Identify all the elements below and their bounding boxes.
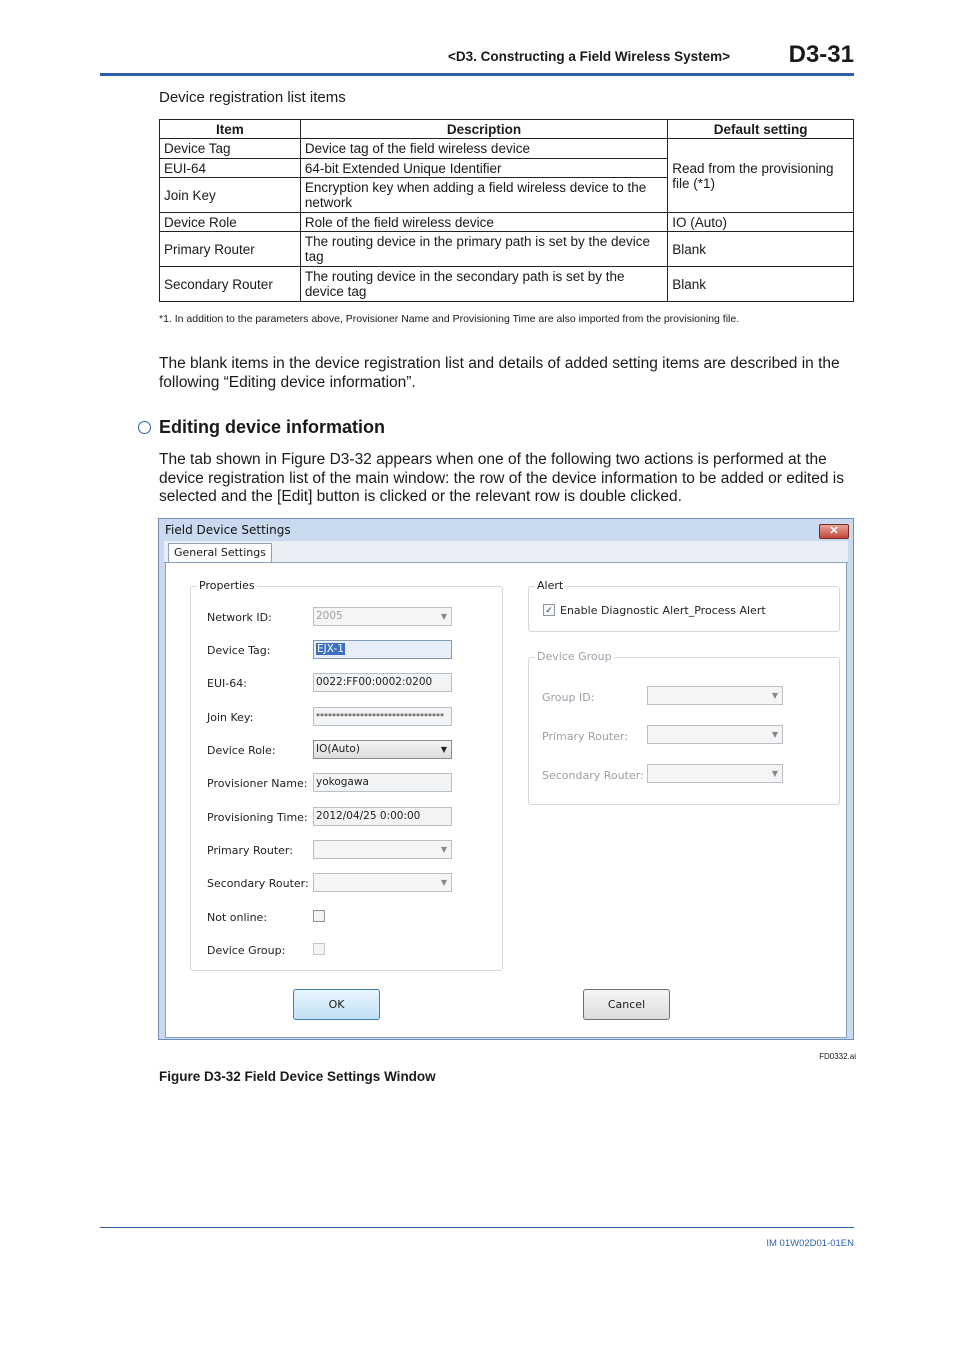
tab-content [165,562,847,1038]
cell-item: Secondary Router [160,267,301,302]
primary-router-label: Primary Router: [207,844,293,857]
cell-default-merged: Read from the provisioning file (*1) [668,139,854,213]
enable-alert-label: Enable Diagnostic Alert_Process Alert [560,604,766,617]
figure-caption: Figure D3-32 Field Device Settings Window [159,1069,436,1084]
table-row [160,267,854,302]
device-group-legend: Device Group [537,650,612,663]
device-group-checkbox[interactable] [313,943,325,955]
figure-code: FD0332.ai [819,1052,856,1061]
chevron-down-icon: ▼ [440,745,447,754]
page-number: D3-31 [788,41,854,68]
dg-primary-router-combo[interactable] [647,725,783,744]
col-header-item: Item [160,120,301,139]
network-id-label: Network ID: [207,611,272,624]
primary-router-combo[interactable] [313,840,452,859]
field-device-settings-window [158,518,854,1040]
join-key-label: Join Key: [207,711,254,724]
chevron-down-icon: ▼ [771,691,778,700]
network-id-combo[interactable] [313,607,452,626]
chevron-down-icon: ▼ [771,769,778,778]
table-row [160,213,854,232]
col-header-default: Default setting [668,120,854,139]
device-tag-value: EJX-1 [317,643,344,655]
provisioning-time-label: Provisioning Time: [207,811,308,824]
cell-item: Device Role [160,213,301,232]
cell-description: The routing device in the primary path is set by the device tag [300,232,667,267]
table-footnote: *1. In addition to the parameters above, Provisioner Name and Provisioning Time are also imported from the provisioning file. [159,313,740,325]
section-bullet-icon [138,421,151,434]
device-group-group [528,650,840,805]
cell-description: 64-bit Extended Unique Identifier [300,159,667,178]
device-role-value: IO(Auto) [316,743,360,755]
table-row [160,232,854,267]
eui64-input[interactable]: 0022:FF00:0002:0200 [313,673,452,692]
paragraph-edit-description: The tab shown in Figure D3-32 appears when one of the following two actions is performed at the device registration list of the main window: the row of the device information to be added or edited is selected and the [Edit] button is clicked or the relevant row is double clicked. [159,451,844,505]
join-key-input[interactable]: ******************************** [313,707,452,726]
paragraph-blank-items: The blank items in the device registration list and details of added setting items are described in the following “Editing device information”. [159,355,840,391]
cell-description: Role of the field wireless device [300,213,667,232]
chevron-down-icon: ▼ [771,730,778,739]
registration-table [159,119,854,302]
cell-default: IO (Auto) [668,213,854,232]
cell-item: EUI-64 [160,159,301,178]
table-row [160,139,854,159]
properties-group [190,579,503,971]
cell-default: Blank [668,232,854,267]
cell-default: Blank [668,267,854,302]
cell-item: Join Key [160,178,301,213]
enable-alert-checkbox[interactable]: ✓ [543,604,555,616]
device-group-label: Device Group: [207,944,286,957]
dg-primary-router-label: Primary Router: [542,730,628,743]
secondary-router-combo[interactable] [313,873,452,892]
header-rule [100,73,854,76]
cell-item: Device Tag [160,139,301,159]
alert-group [528,579,840,632]
chevron-down-icon: ▼ [440,845,447,854]
provisioner-name-input[interactable]: yokogawa [313,773,452,792]
alert-legend: Alert [537,579,564,592]
eui64-label: EUI-64: [207,677,247,690]
dg-secondary-router-label: Secondary Router: [542,769,644,782]
cell-description: Device tag of the field wireless device [300,139,667,159]
not-online-label: Not online: [207,911,268,924]
not-online-checkbox[interactable] [313,910,325,922]
ok-button[interactable]: OK [293,989,380,1020]
cancel-button[interactable]: Cancel [583,989,670,1020]
device-role-label: Device Role: [207,744,276,757]
provisioner-name-label: Provisioner Name: [207,777,308,790]
cell-description: The routing device in the secondary path is set by the device tag [300,267,667,302]
cell-item: Primary Router [160,232,301,267]
group-id-combo[interactable] [647,686,783,705]
section-title: Editing device information [159,417,386,437]
running-header: <D3. Constructing a Field Wireless System> [448,49,730,64]
tab-strip [164,541,848,563]
document-code: IM 01W02D01-01EN [766,1238,854,1249]
tab-general-settings[interactable]: General Settings [168,543,272,565]
dg-secondary-router-combo[interactable] [647,764,783,783]
cell-description: Encryption key when adding a field wireless device to the network [300,178,667,213]
footer-rule [100,1227,854,1228]
chevron-down-icon: ▼ [440,612,447,621]
network-id-value: 2005 [316,610,343,622]
provisioning-time-input[interactable]: 2012/04/25 0:00:00 [313,807,452,826]
secondary-router-label: Secondary Router: [207,877,309,890]
close-icon[interactable]: ✕ [819,524,849,539]
table-caption: Device registration list items [159,89,346,106]
properties-legend: Properties [199,579,255,592]
group-id-label: Group ID: [542,691,595,704]
chevron-down-icon: ▼ [440,878,447,887]
device-tag-input[interactable] [313,640,452,659]
device-role-combo[interactable] [313,740,452,759]
window-title: Field Device Settings [165,523,291,537]
table-header-row [160,120,854,139]
device-tag-label: Device Tag: [207,644,271,657]
col-header-description: Description [300,120,667,139]
